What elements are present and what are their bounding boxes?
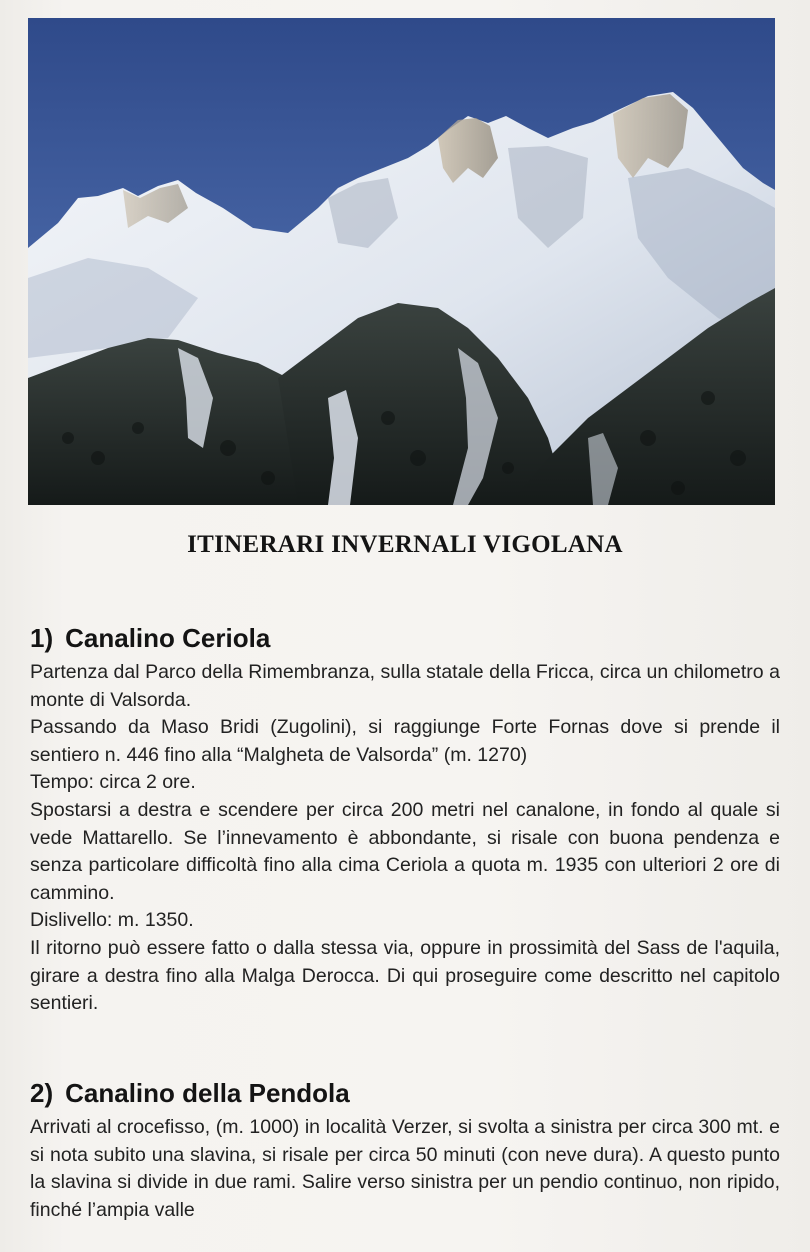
paragraph: Il ritorno può essere fatto o dalla stessa via, oppure in prossimità del Sass de l'aquila, girare a destra fino alla Malga Derocca. Di qui proseguire come descritto nel capitolo sentieri. [30,936,780,1015]
section-heading-canalino-della-pendola [30,1078,350,1109]
paragraph: Spostarsi a destra e scendere per circa 200 metri nel canalone, in fondo al quale si vede Mattarello. Se l’innevamento è abbondante, si risale con buona pendenza e senza particolare difficoltà fino alla cima Ceriola a quota m. 1935 con ulteriori 2 ore di cammino. [30,798,780,904]
page-title: ITINERARI INVERNALI VIGOLANA [187,531,623,558]
section-body-canalino-ceriola [30,659,780,1018]
section-title: Canalino della Pendola [65,1078,350,1108]
section-number: 2) [30,1078,54,1108]
mountain-photo [28,18,775,505]
paragraph: Dislivello: m. 1350. [30,909,194,932]
paragraph: Partenza dal Parco della Rimembranza, sulla statale della Fricca, circa un chilometro a monte di Valsorda. [30,661,780,711]
paragraph: Arrivati al crocefisso, (m. 1000) in località Verzer, si svolta a sinistra per circa 300 mt. e si nota subito una slavina, si risale per circa 50 minuti (con neve dura). A questo punto la slavina si divide in due rami. Salire verso sinistra per un pendio continuo, non ripido, finché l’ampia valle [30,1116,780,1221]
section-number: 1) [30,623,54,653]
section-body-canalino-della-pendola [30,1114,780,1224]
section-title: Canalino Ceriola [65,623,271,653]
mountain-illustration [28,18,775,505]
section-heading-canalino-ceriola [30,623,270,654]
paragraph: Tempo: circa 2 ore. [30,771,196,794]
paragraph: Passando da Maso Bridi (Zugolini), si raggiunge Forte Fornas dove si prende il sentiero n. 446 fino alla “Malgheta de Valsorda” (m. 1270) [30,716,780,766]
